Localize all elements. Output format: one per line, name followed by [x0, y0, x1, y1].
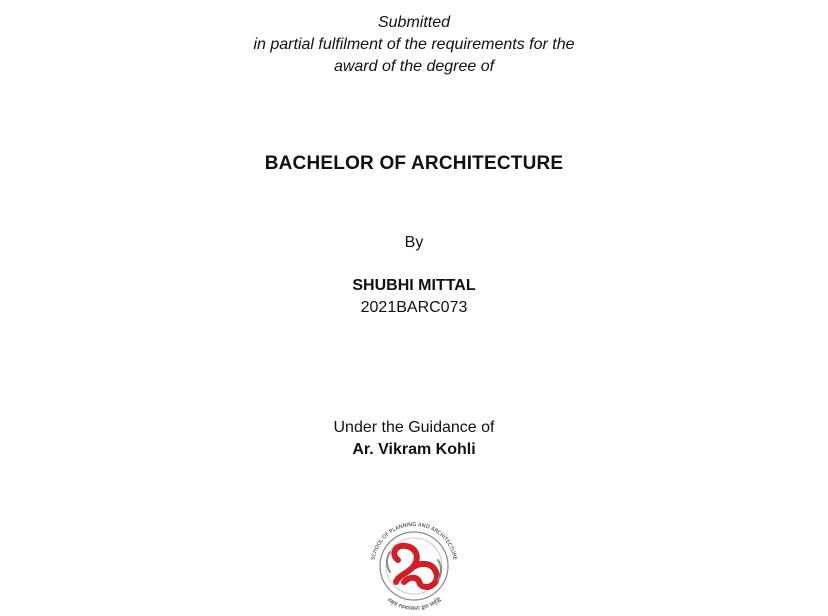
student-roll-number: 2021BARC073: [360, 299, 468, 316]
student-name: SHUBHI MITTAL: [352, 277, 476, 294]
partial-fulfilment-text: in partial fulfilment of the requirements for the: [253, 36, 575, 53]
submitted-text: Submitted: [377, 14, 451, 31]
logo-ring-text-top: SCHOOL OF PLANNING AND ARCHITECTURE: [370, 521, 458, 561]
by-text: By: [404, 234, 424, 251]
guidance-label: Under the Guidance of: [333, 419, 495, 436]
degree-title: BACHELOR OF ARCHITECTURE: [264, 153, 564, 174]
spa-logo-graphic: [360, 516, 468, 616]
spa-logo: [360, 516, 468, 613]
logo-swirl: [394, 546, 437, 587]
award-text: award of the degree of: [333, 58, 495, 75]
logo-ring-text-bottom: उत्कृष्ट रचनात्मकता द्वारा समृद्धि: [385, 596, 443, 613]
guide-name: Ar. Vikram Kohli: [352, 441, 476, 458]
